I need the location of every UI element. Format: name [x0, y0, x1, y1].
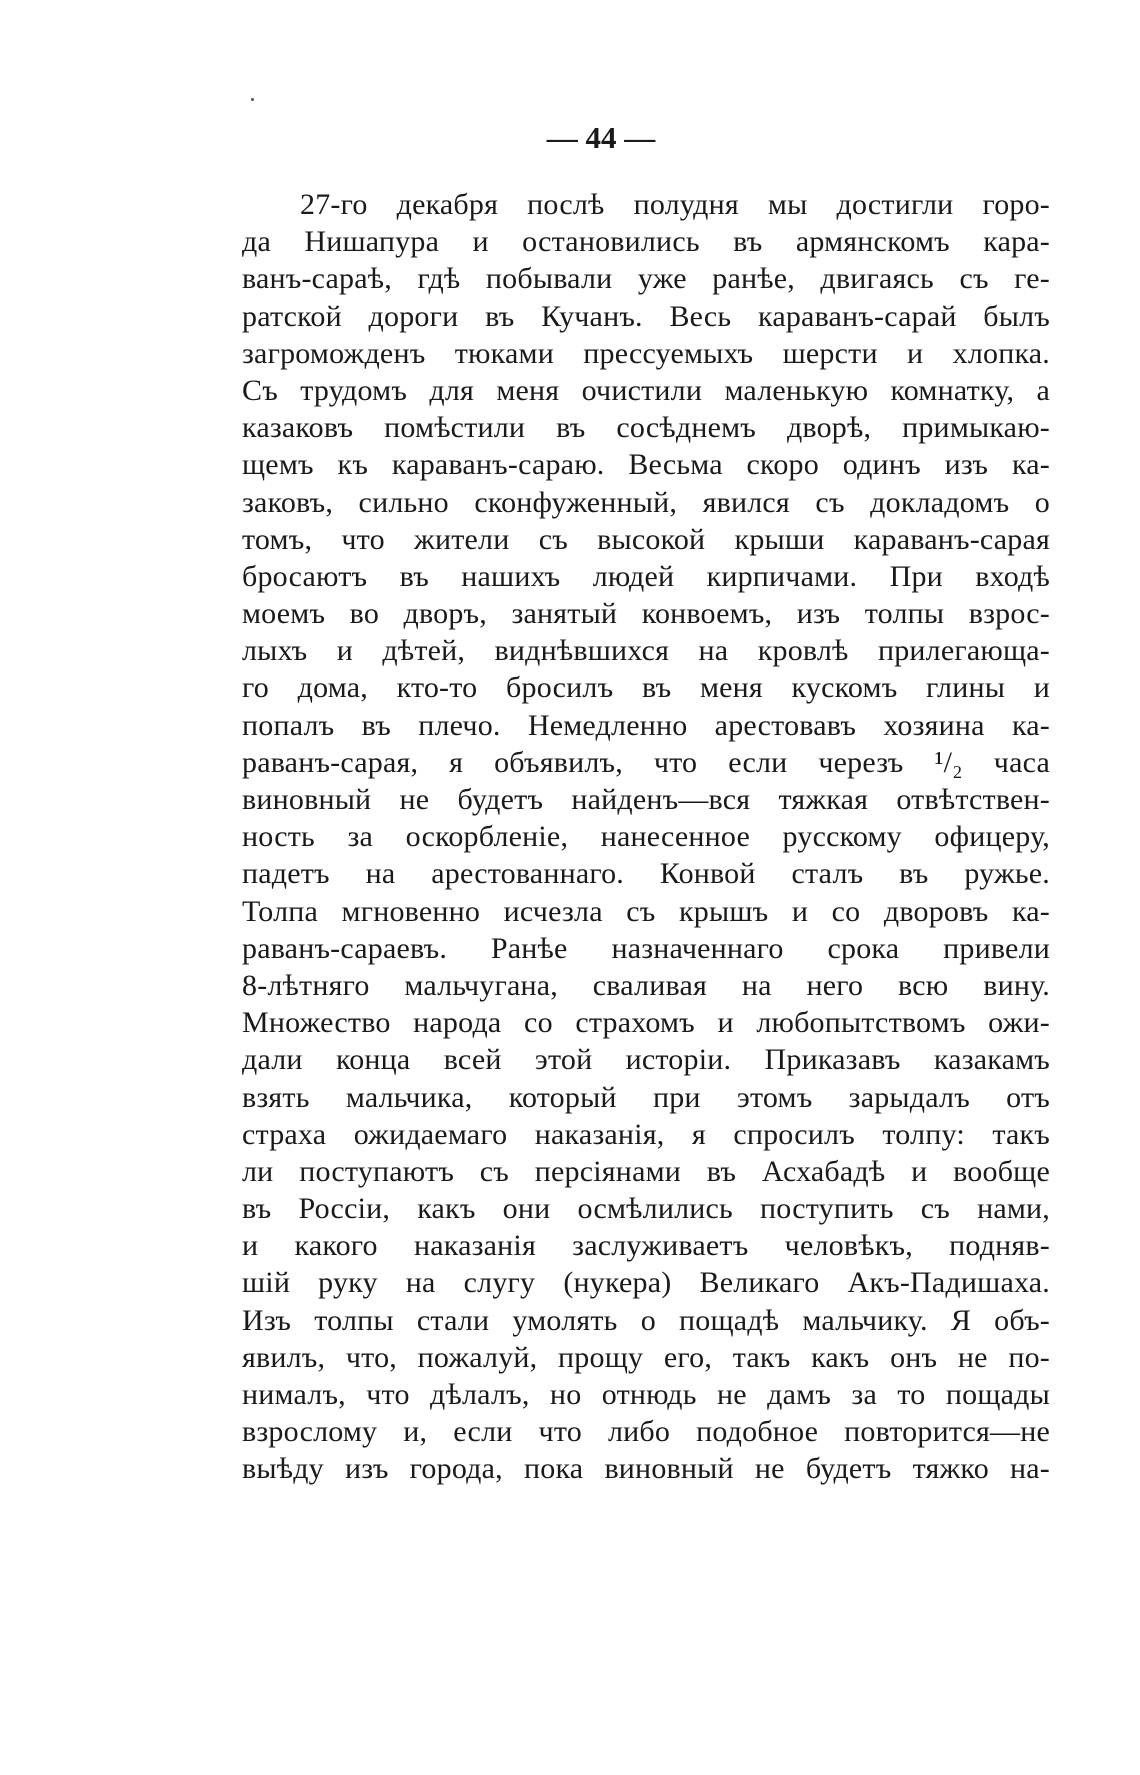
text-line: бросаютъ въ нашихъ людей кирпичами. При входѣ: [242, 559, 1050, 593]
text-line: ность за оскорбленіе, нанесенное русскому офицеру,: [242, 820, 1050, 854]
text-line: взять мальчика, который при этомъ зарыдалъ отъ: [242, 1080, 1050, 1114]
text-line: ли поступаютъ съ персіянами въ Асхабадѣ и вообще: [242, 1154, 1050, 1188]
text-line: лыхъ и дѣтей, виднѣвшихся на кровлѣ прилегающа-: [242, 634, 1050, 668]
text-line: ратской дороги въ Кучанъ. Весь караванъ-сарай былъ: [242, 299, 1050, 333]
text-line: выѣду изъ города, пока виновный не будетъ тяжко на-: [242, 1452, 1050, 1486]
text-line: Толпа мгновенно исчезла съ крышъ и со дворовъ ка-: [242, 894, 1050, 928]
text-line: ванъ-сараѣ, гдѣ побывали уже ранѣе, двигаясь съ ге-: [242, 262, 1050, 296]
text-line: Изъ толпы стали умолять о пощадѣ мальчику. Я объ-: [242, 1303, 1050, 1337]
text-line: томъ, что жители съ высокой крыши караванъ-сарая: [242, 522, 1050, 556]
text-line: Множество народа со страхомъ и любопытствомъ ожи-: [242, 1006, 1050, 1040]
text-line: раванъ-сараевъ. Ранѣе назначеннаго срока привели: [242, 931, 1050, 965]
text-line: раванъ-сарая, я объявилъ, что если черезъ ¹/₂ часа: [242, 745, 1050, 779]
text-line: дали конца всей этой исторіи. Приказавъ казакамъ: [242, 1043, 1050, 1077]
text-line: щемъ къ караванъ-сараю. Весьма скоро одинъ изъ ка-: [242, 448, 1050, 482]
text-line: 27-го декабря послѣ полудня мы достигли горо-: [300, 188, 1050, 221]
text-line: да Нишапура и остановились въ армянскомъ кара-: [242, 225, 1050, 259]
text-line: го дома, кто-то бросилъ въ меня кускомъ глины и: [242, 671, 1050, 705]
body-text: [242, 186, 1050, 1488]
text-line: явилъ, что, пожалуй, прощу его, такъ какъ онъ не по-: [242, 1340, 1050, 1374]
text-line: нималъ, что дѣлалъ, но отнюдь не дамъ за то пощады: [242, 1378, 1050, 1411]
text-line: казаковъ помѣстили въ сосѣднемъ дворѣ, примыкаю-: [242, 411, 1050, 445]
print-speck: [251, 98, 254, 101]
page-number: — 44 —: [546, 120, 656, 155]
text-line: 8-лѣтняго мальчугана, сваливая на него всю вину.: [242, 968, 1050, 1002]
text-line: падетъ на арестованнаго. Конвой сталъ въ ружье.: [242, 857, 1050, 891]
text-line: шій руку на слугу (нукера) Великаго Акъ-Падишаха.: [242, 1266, 1050, 1300]
text-line: Съ трудомъ для меня очистили маленькую комнатку, а: [242, 373, 1050, 407]
text-line: страха ожидаемаго наказанія, я спросилъ толпу: такъ: [242, 1117, 1050, 1151]
text-line: попалъ въ плечо. Немедленно арестовавъ хозяина ка-: [242, 708, 1050, 742]
text-line: загроможденъ тюками прессуемыхъ шерсти и хлопка.: [242, 336, 1050, 370]
text-line: виновный не будетъ найденъ—вся тяжкая отвѣтствен-: [242, 783, 1050, 816]
text-line: и какого наказанія заслуживаетъ человѣкъ, подняв-: [242, 1229, 1050, 1263]
text-line: заковъ, сильно сконфуженный, явился съ докладомъ о: [242, 485, 1050, 519]
text-line: моемъ во дворъ, занятый конвоемъ, изъ толпы взрос-: [242, 597, 1050, 631]
text-line: взрослому и, если что либо подобное повторится—не: [242, 1415, 1050, 1449]
text-line: въ Россіи, какъ они осмѣлились поступить съ нами,: [242, 1192, 1050, 1226]
